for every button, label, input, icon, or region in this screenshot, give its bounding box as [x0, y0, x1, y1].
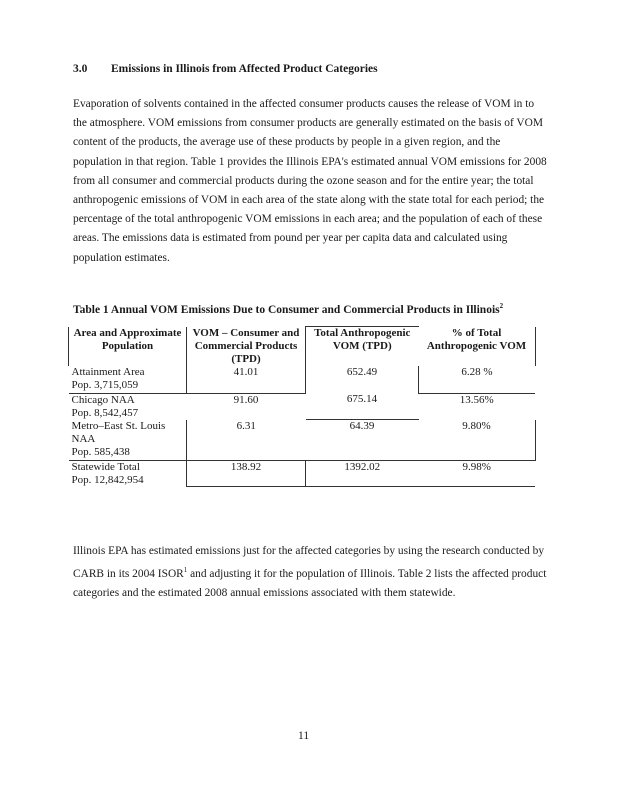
page-number: 11 [298, 730, 310, 742]
section-heading [73, 63, 378, 75]
paragraph-text-cont: and adjusting it for the population of Illinois. Table 2 lists the affected product categories and the estimated 2008 annual emissions associated with them statewide. [73, 568, 547, 600]
table-header-row [69, 327, 536, 367]
row-pct-value: 6.28 % [461, 366, 493, 379]
header-vom-consumer: VOM – Consumer and Commercial Products (TPD) [187, 327, 306, 367]
row-pct-value: 9.80% [419, 420, 536, 460]
area-population: Pop. 585,438 [71, 446, 130, 459]
section-title: Emissions in Illinois from Affected Product Categories [111, 63, 378, 75]
area-population: Pop. 8,542,457 [71, 406, 139, 419]
row-pct-value: 13.56% [419, 393, 536, 420]
section-number: 3.0 [73, 63, 88, 75]
row-area [69, 366, 187, 393]
row-total-value: 652.49 [306, 366, 419, 393]
table-row [69, 420, 536, 460]
row-pct-value: 9.98% [419, 460, 536, 487]
table-row [69, 393, 536, 420]
area-population: Pop. 12,842,954 [71, 473, 144, 486]
row-consumer-value: 41.01 [187, 366, 306, 393]
header-area: Area and Approximate Population [69, 327, 187, 367]
table-caption-text: Table 1 Annual VOM Emissions Due to Consumer and Commercial Products in Illinois [73, 303, 500, 316]
table-caption-footnote: 2 [499, 302, 504, 310]
header-total-vom: Total Anthropogenic VOM (TPD) [306, 327, 419, 367]
row-area [69, 460, 187, 487]
area-name: Statewide Total [71, 460, 140, 473]
row-consumer-value: 6.31 [187, 420, 306, 460]
row-consumer-value: 91.60 [233, 393, 259, 406]
emissions-table [68, 326, 536, 487]
row-total-value: 64.39 [306, 420, 419, 460]
area-population: Pop. 3,715,059 [71, 379, 139, 392]
area-name: Attainment Area [71, 366, 145, 379]
row-area [69, 393, 187, 420]
row-total-value: 1392.02 [306, 460, 419, 487]
table-caption [73, 302, 503, 316]
header-pct-total: % of Total Anthropogenic VOM [419, 327, 536, 367]
footnote-ref: 1 [183, 566, 188, 575]
table-row [69, 366, 536, 393]
table-row [69, 460, 536, 487]
area-name: Chicago NAA [71, 393, 135, 406]
row-consumer-value: 138.92 [187, 460, 306, 487]
methodology-paragraph [73, 542, 547, 603]
intro-paragraph: Evaporation of solvents contained in the affected consumer products causes the release of VOM in to the atmosphere. VOM emissions from consumer products are generally estimated on the basis of VOM content of the products, the average use of these products by people in a given region, and the population in that region. Table 1 provides the Illinois EPA's estimated annual VOM emissions for 2008 from all consumer and commercial products during the ozone season and for the entire year; the total anthropogenic emissions of VOM in each area of the state along with the state total for each period; the percentage of the total anthropogenic VOM emissions in each area; and the population of each of these areas. The emissions data is estimated from pound per year per capita data and calculated using population estimates. [73, 98, 547, 264]
row-total-value: 675.14 [306, 393, 419, 420]
area-name: Metro–East St. Louis NAA [71, 419, 166, 446]
row-area [69, 420, 187, 460]
paragraph-text: Illinois EPA has estimated emissions just for the affected categories by using the research conducted by CARB in its 2004 ISOR [73, 545, 545, 580]
